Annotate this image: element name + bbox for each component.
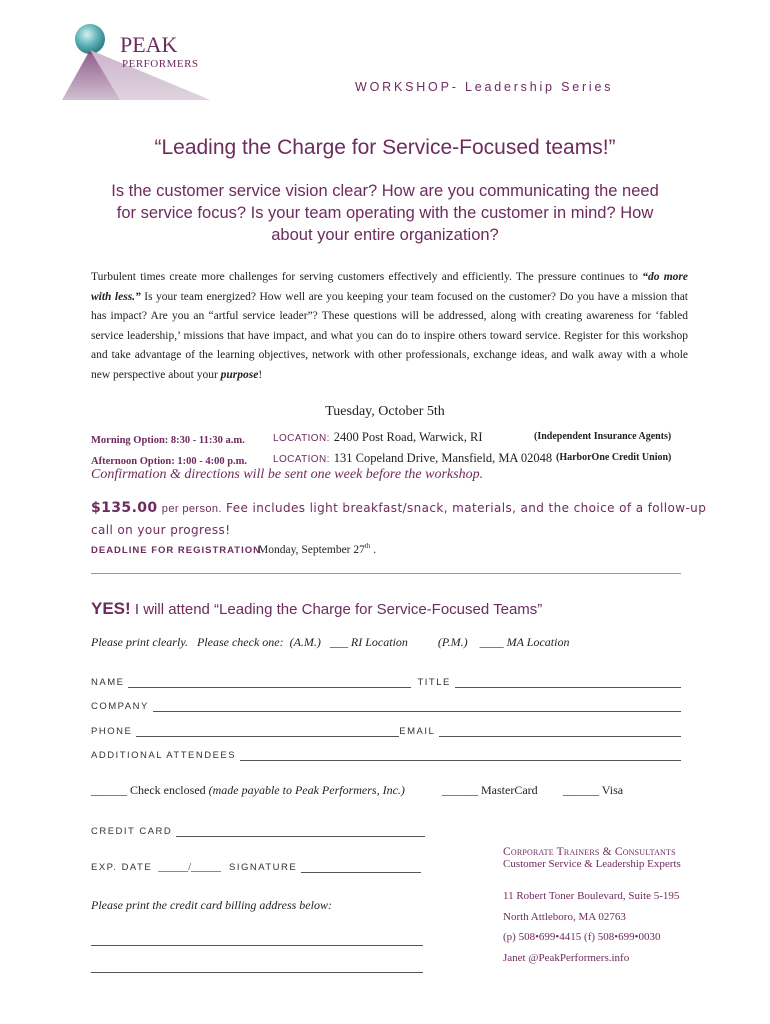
email-field[interactable] [439,726,681,737]
company-row [91,701,681,712]
exp-signature-row [91,862,421,873]
afternoon-location-label: LOCATION: [273,454,330,465]
section-divider [91,573,681,574]
price-line [91,498,716,541]
signature-label: SIGNATURE [228,862,298,873]
registration-heading [91,599,542,619]
title-label: TITLE [417,677,451,688]
signature-field[interactable] [301,862,421,873]
company-field[interactable] [153,701,681,712]
price-amount: $135.00 [91,500,158,516]
body-paragraph [91,268,688,386]
morning-note: (Independent Insurance Agents) [534,431,672,442]
sidebar-phone: (p) 508•699•4415 (f) 508•699•0030 [503,931,661,943]
credit-card-label: CREDIT CARD [91,826,173,837]
attendees-label: ADDITIONAL ATTENDEES [91,750,237,761]
body-text-2: Is your team energized? How well are you keeping your team focused on the customer? Do you have a mission that has impact? Are you an “artful service leader”? These questions will be addressed, along with creating awareness for ‘fabled service leadership,’ missions that have impact, and what you can do to inspire others toward service. Register for this workshop and take advantage of the learning objectives, network with other professionals, exchange ideas, and walk away with a whole new perspective about your [91,290,688,381]
exp-date-field[interactable]: ______/______ [158,862,221,873]
event-date: Tuesday, October 5th [325,404,445,419]
check-note: (made payable to Peak Performers, Inc.) [205,783,405,797]
attendees-row [91,750,681,761]
billing-address-line-2[interactable] [91,962,423,973]
phone-label: PHONE [91,726,133,737]
sidebar-line-1: Corporate Trainers & Consultants [503,846,676,858]
contact-sidebar [503,846,681,968]
sidebar-line-2: Customer Service & Leadership Experts [503,858,681,870]
deadline-label: DEADLINE FOR REGISTRATION [91,545,261,556]
visa-option[interactable]: ______ Visa [563,783,624,797]
exp-date-label: EXP. DATE [91,862,153,873]
phone-email-row [91,726,681,737]
print-clearly-line: Please print clearly. Please check one: (A.M.) ___ RI Location (P.M.) ____ MA Location [91,635,570,649]
billing-address-line-1[interactable] [91,935,423,946]
body-text-1: Turbulent times create more challenges for serving customers effectively and efficiently. The pressure continues to [91,271,643,283]
sidebar-address-2: North Attleboro, MA 02763 [503,910,626,923]
sidebar-email: Janet @PeakPerformers.info [503,951,630,964]
afternoon-location [273,449,552,467]
name-label: NAME [91,677,125,688]
price-details: Fee includes light breakfast/snack, materials, and the choice of a follow-up call on your progress! [91,501,707,537]
page-subtitle: Is the customer service vision clear? How are you communicating the need for service focus? Is your team operating with the customer in mind? How about your entire organization? [111,182,659,244]
payment-row [91,783,405,798]
deadline-end: . [373,543,377,556]
deadline-value [258,542,376,556]
price-per: per person. [161,503,222,515]
name-field[interactable] [128,677,411,688]
attend-text: I will attend “Leading the Charge for Service-Focused Teams” [130,601,543,618]
yes-label: YES! [91,599,131,618]
deadline-date: Monday, September 27 [258,543,365,556]
logo-text-performers: PERFORMERS [122,58,199,70]
title-field[interactable] [455,677,681,688]
credit-card-row [91,826,425,837]
sidebar-address-1: 11 Robert Toner Boulevard, Suite 5-195 [503,890,680,902]
phone-field[interactable] [136,726,399,737]
morning-location [273,428,483,446]
company-label: COMPANY [91,701,149,712]
mastercard-option[interactable]: ______ MasterCard [442,783,538,797]
series-header: WORKSHOP- Leadership Series [355,80,614,94]
page-title: “Leading the Charge for Service-Focused teams!” [154,136,616,159]
peak-logo [60,18,220,104]
body-bold: “do more with less.” [91,271,689,303]
afternoon-location-value: 131 Copeland Drive, Mansfield, MA 02048 [333,451,553,465]
check-enclosed-option[interactable]: ______ Check enclosed [91,783,206,797]
attendees-field[interactable] [240,750,681,761]
email-label: EMAIL [399,726,436,737]
body-text-3: ! [258,368,263,381]
body-emphasis: purpose [220,368,259,381]
morning-location-label: LOCATION: [273,433,330,444]
afternoon-note: (HarborOne Credit Union) [556,452,672,463]
morning-location-value: 2400 Post Road, Warwick, RI [333,430,483,444]
confirmation-note: Confirmation & directions will be sent one week before the workshop. [91,467,484,482]
logo-text-peak: PEAK [120,32,178,57]
deadline-sup: th [364,542,371,550]
morning-label: Morning Option: 8:30 - 11:30 a.m. [91,435,245,446]
morning-option [91,430,245,448]
name-title-row [91,677,681,688]
credit-card-field[interactable] [176,826,425,837]
afternoon-label: Afternoon Option: 1:00 - 4:00 p.m. [91,456,248,467]
billing-address-instruction: Please print the credit card billing address below: [91,898,332,912]
